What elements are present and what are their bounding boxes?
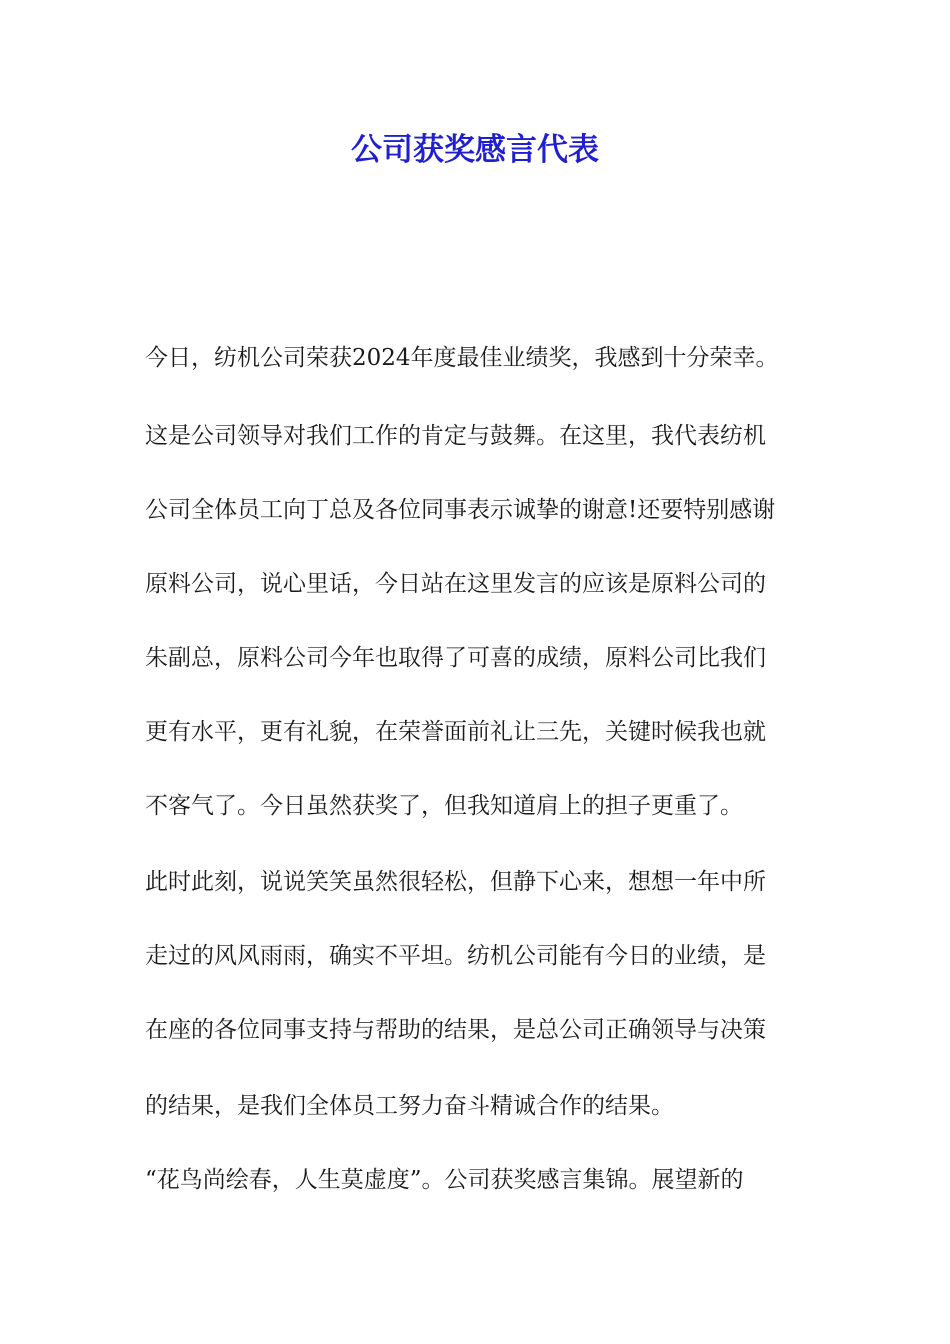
body-line: 此时此刻，说说笑笑虽然很轻松，但静下心来，想想一年中所 — [145, 869, 766, 895]
body-line: 走过的风风雨雨，确实不平坦。纺机公司能有今日的业绩，是 — [145, 943, 766, 969]
body-line: 这是公司领导对我们工作的肯定与鼓舞。在这里，我代表纺机 — [145, 423, 766, 449]
document-title: 公司获奖感言代表 — [351, 132, 599, 168]
body-line: 朱副总，原料公司今年也取得了可喜的成绩，原料公司比我们 — [145, 645, 766, 671]
body-line: 原料公司，说心里话，今日站在这里发言的应该是原料公司的 — [145, 571, 766, 597]
body-line: 的结果，是我们全体员工努力奋斗精诚合作的结果。 — [145, 1093, 674, 1119]
body-line: 公司全体员工向丁总及各位同事表示诚挚的谢意!还要特别感谢 — [145, 497, 776, 523]
body-line: “花鸟尚绘春，人生莫虚度”。公司获奖感言集锦。展望新的 — [145, 1167, 744, 1193]
body-line: 在座的各位同事支持与帮助的结果，是总公司正确领导与决策 — [145, 1017, 766, 1043]
body-line: 更有水平，更有礼貌，在荣誉面前礼让三先，关键时候我也就 — [145, 719, 766, 745]
body-line: 不客气了。今日虽然获奖了，但我知道肩上的担子更重了。 — [145, 793, 743, 819]
body-line: 今日，纺机公司荣获2024年度最佳业绩奖，我感到十分荣幸。 — [145, 345, 779, 371]
